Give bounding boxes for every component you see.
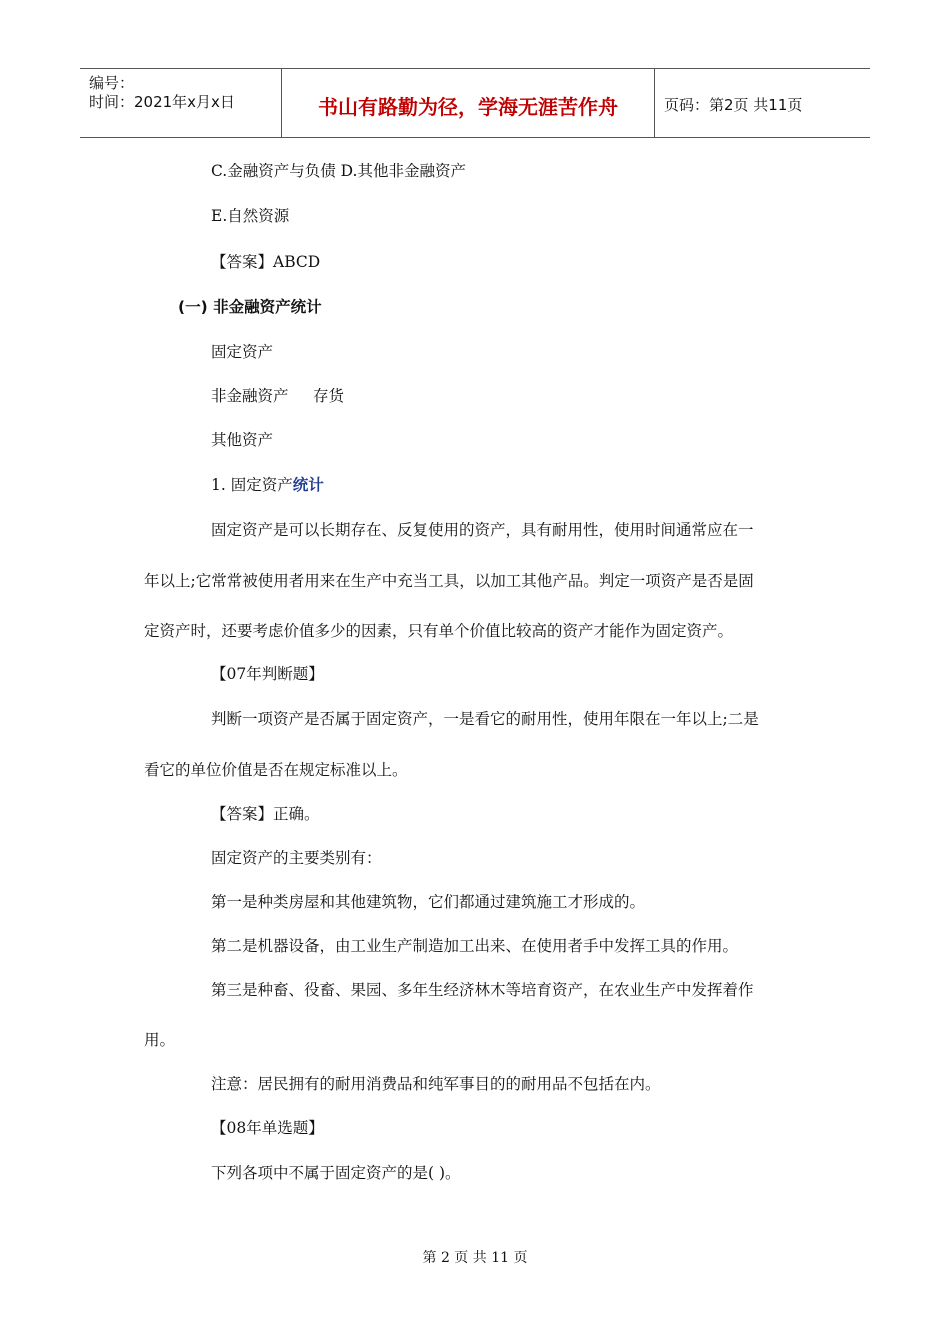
serial-number-label: 编号： [89, 74, 135, 92]
diagram-inventory: 存货 [313, 387, 345, 405]
motto-text: 书山有路勤为径，学海无涯苦作舟 [318, 95, 618, 119]
question-07-tag: 【07年判断题】 [211, 665, 324, 683]
header-meta-cell [80, 69, 281, 137]
type-1: 第一是种类房屋和其他建筑物，它们都通过建筑施工才形成的。 [211, 893, 646, 911]
header-page-cell [654, 69, 870, 137]
type-3-line-2: 用。 [144, 1031, 176, 1049]
question-08-tag: 【08年单选题】 [211, 1119, 324, 1137]
answer-2: 【答案】正确。 [211, 805, 320, 823]
subheading-1-text: 1. 固定资产 [211, 476, 293, 494]
question-08-text: 下列各项中不属于固定资产的是( )。 [211, 1164, 461, 1182]
statistics-link[interactable]: 统计 [292, 476, 324, 494]
header-motto-cell [281, 69, 655, 137]
document-header [80, 68, 870, 138]
diagram-other-assets: 其他资产 [211, 431, 274, 449]
paragraph-1-line-1: 固定资产是可以长期存在、反复使用的资产，具有耐用性，使用时间通常应在一 [211, 521, 754, 539]
page-footer: 第 2 页 共 11 页 [422, 1250, 528, 1266]
question-07-line-2: 看它的单位价值是否在规定标准以上。 [144, 761, 408, 779]
type-2: 第二是机器设备，由工业生产制造加工出来、在使用者手中发挥工具的作用。 [211, 937, 739, 955]
paragraph-1-line-3: 定资产时，还要考虑价值多少的因素，只有单个价值比较高的资产才能作为固定资产。 [144, 622, 734, 640]
question-07-line-1: 判断一项资产是否属于固定资产，一是看它的耐用性，使用年限在一年以上;二是 [211, 710, 759, 728]
type-3-line-1: 第三是种畜、役畜、果园、多年生经济林木等培育资产，在农业生产中发挥着作 [211, 981, 754, 999]
note: 注意：居民拥有的耐用消费品和纯军事目的的耐用品不包括在内。 [211, 1075, 661, 1093]
paragraph-1-line-2: 年以上;它常常被使用者用来在生产中充当工具，以加工其他产品。判定一项资产是否是固 [144, 572, 754, 590]
answer-1: 【答案】ABCD [211, 253, 321, 271]
header-page-info: 页码：第2页 共11页 [664, 96, 803, 114]
option-e: E.自然资源 [211, 207, 290, 225]
types-intro: 固定资产的主要类别有： [211, 849, 382, 867]
time-label: 时间：2021年x月x日 [89, 93, 235, 111]
diagram-non-financial-assets: 非金融资产 [211, 387, 289, 405]
options-cd: C.金融资产与负债 D.其他非金融资产 [211, 162, 466, 180]
diagram-fixed-assets: 固定资产 [211, 343, 274, 361]
subheading-1 [211, 475, 324, 495]
section-heading: (一) 非金融资产统计 [178, 298, 322, 316]
